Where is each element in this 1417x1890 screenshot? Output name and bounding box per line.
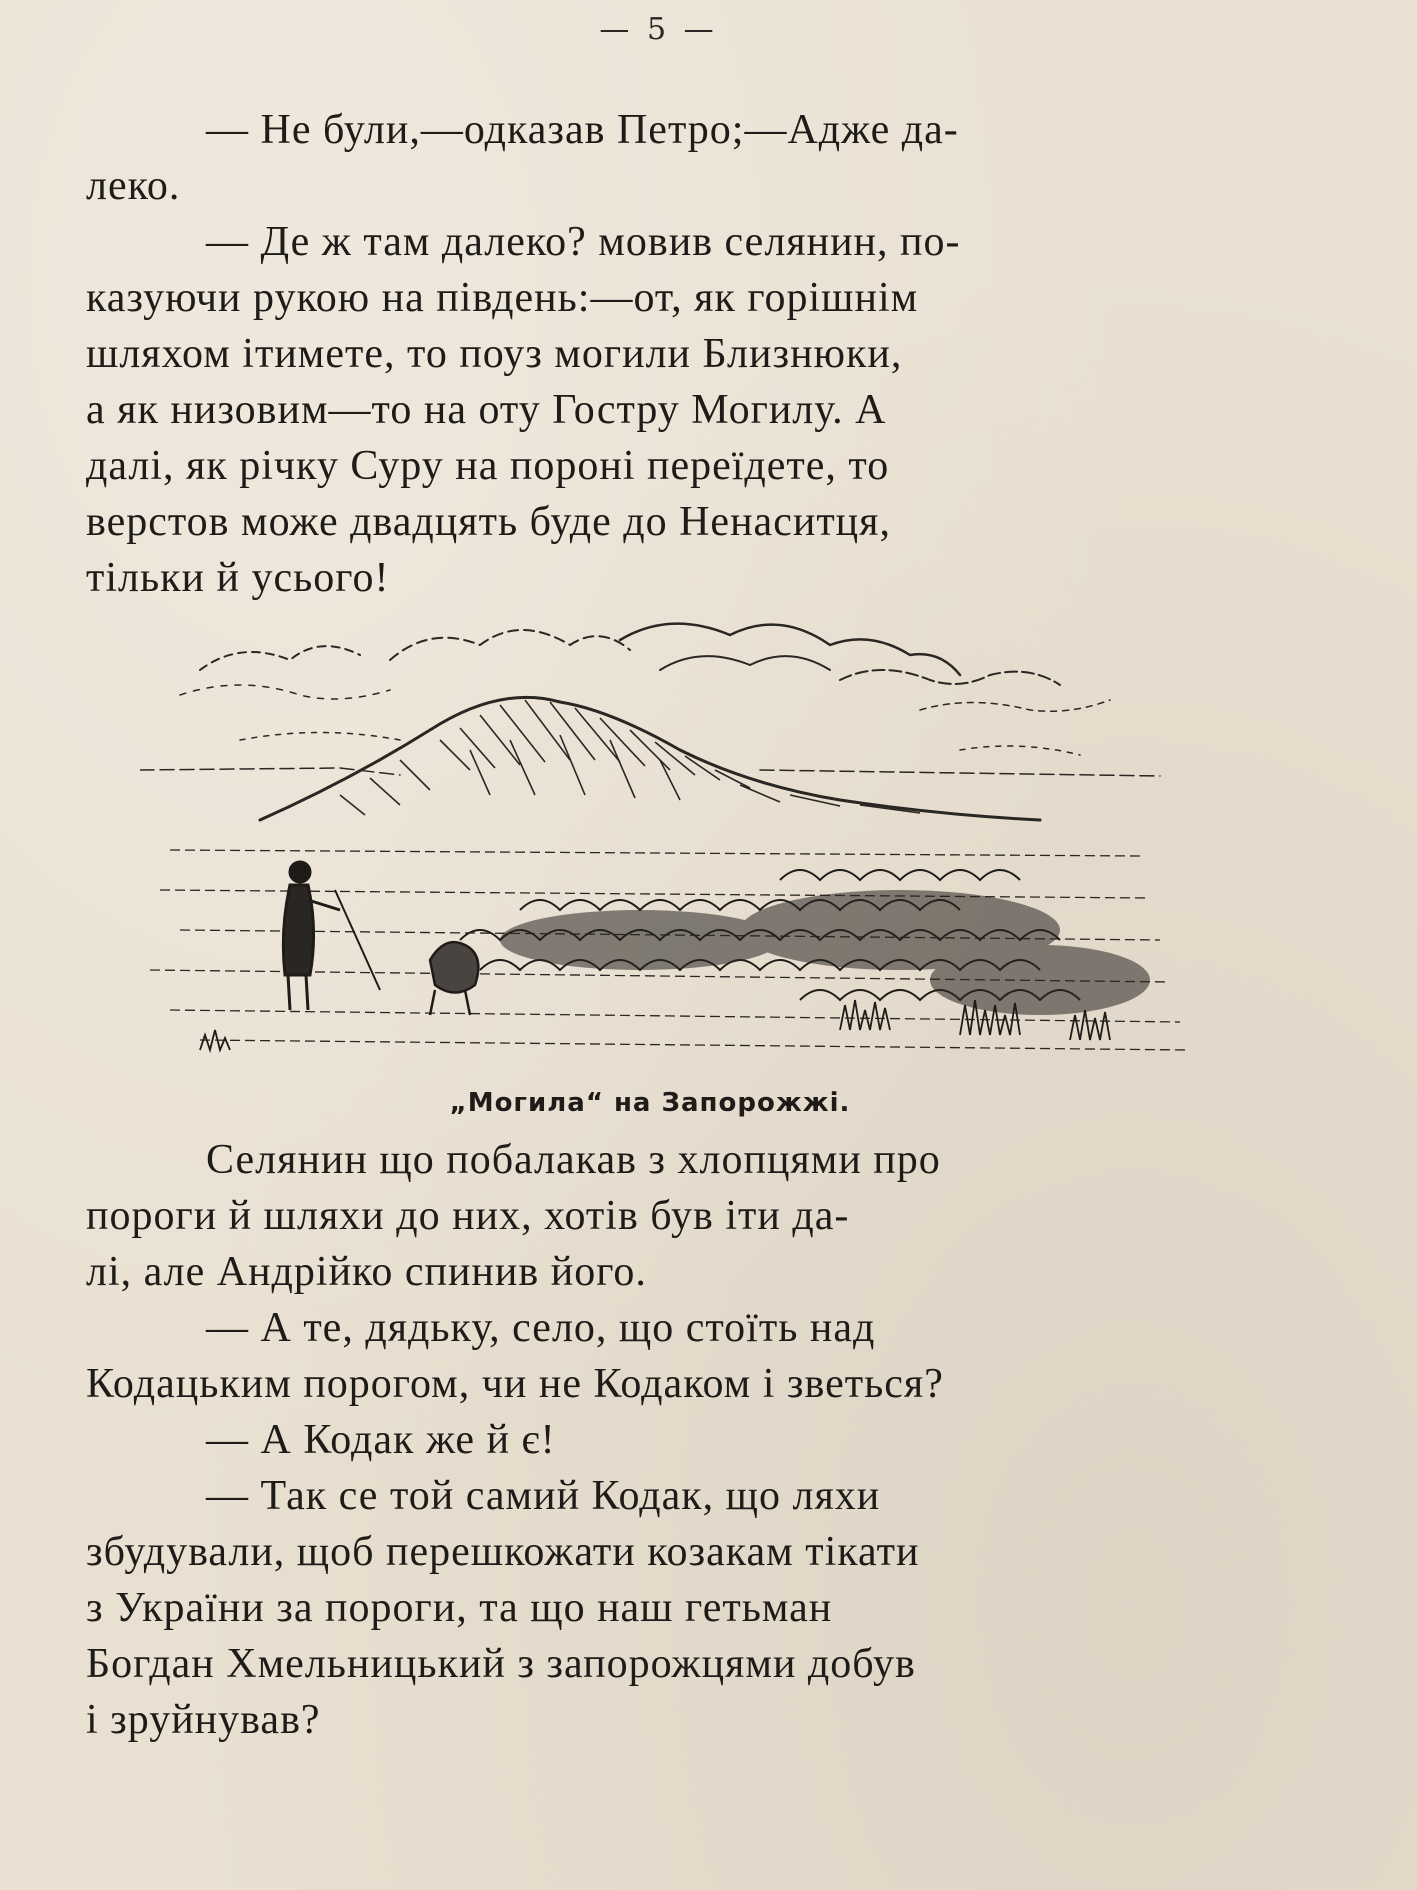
text-line: збудували, щоб перешкожати козакам тікати [86, 1529, 920, 1575]
figure-caption: „Могила“ на Запорожжі. [449, 1088, 851, 1118]
text-line: — А Кодак же й є! [206, 1417, 556, 1463]
text-line: — Так се той самий Кодак, що ляхи [206, 1473, 881, 1519]
text-line: і зруйнував? [86, 1697, 321, 1743]
text-line: лі, але Андрійко спинив його. [86, 1249, 647, 1295]
text-line: — Де ж там далеко? мовив селянин, по- [206, 219, 961, 265]
text-line: тільки й усього! [86, 555, 390, 601]
text-line: — А те, дядьку, село, що стоїть над [206, 1305, 876, 1351]
text-line: Богдан Хмельницький з запорожцями добув [86, 1641, 916, 1687]
text-line: пороги й шляхи до них, хотів був іти да- [86, 1193, 850, 1239]
page-number: — 5 — [599, 12, 718, 47]
text-line: Селянин що побалакав з хлопцями про [206, 1137, 941, 1183]
text-line: — Не були,—одказав Петро;—Адже да- [206, 107, 959, 153]
text-line: Кодацьким порогом, чи не Кодаком і зветься? [86, 1361, 944, 1407]
text-line: казуючи рукою на південь:—от, як горішнім [86, 275, 919, 321]
text-line: шляхом ітимете, то поуз могили Близнюки, [86, 331, 903, 377]
top-text-block [86, 102, 1236, 606]
text-line: леко. [86, 163, 181, 209]
text-line: а як низовим—то на оту Гостру Могилу. А [86, 387, 887, 433]
text-line: верстов може двадцять буде до Ненаситця, [86, 499, 891, 545]
burial-mound-illustration [140, 610, 1200, 1070]
bottom-text-block [86, 1132, 1236, 1748]
text-line: далі, як річку Суру на пороні переїдете, то [86, 443, 890, 489]
text-line: з України за пороги, та що наш гетьман [86, 1585, 833, 1631]
